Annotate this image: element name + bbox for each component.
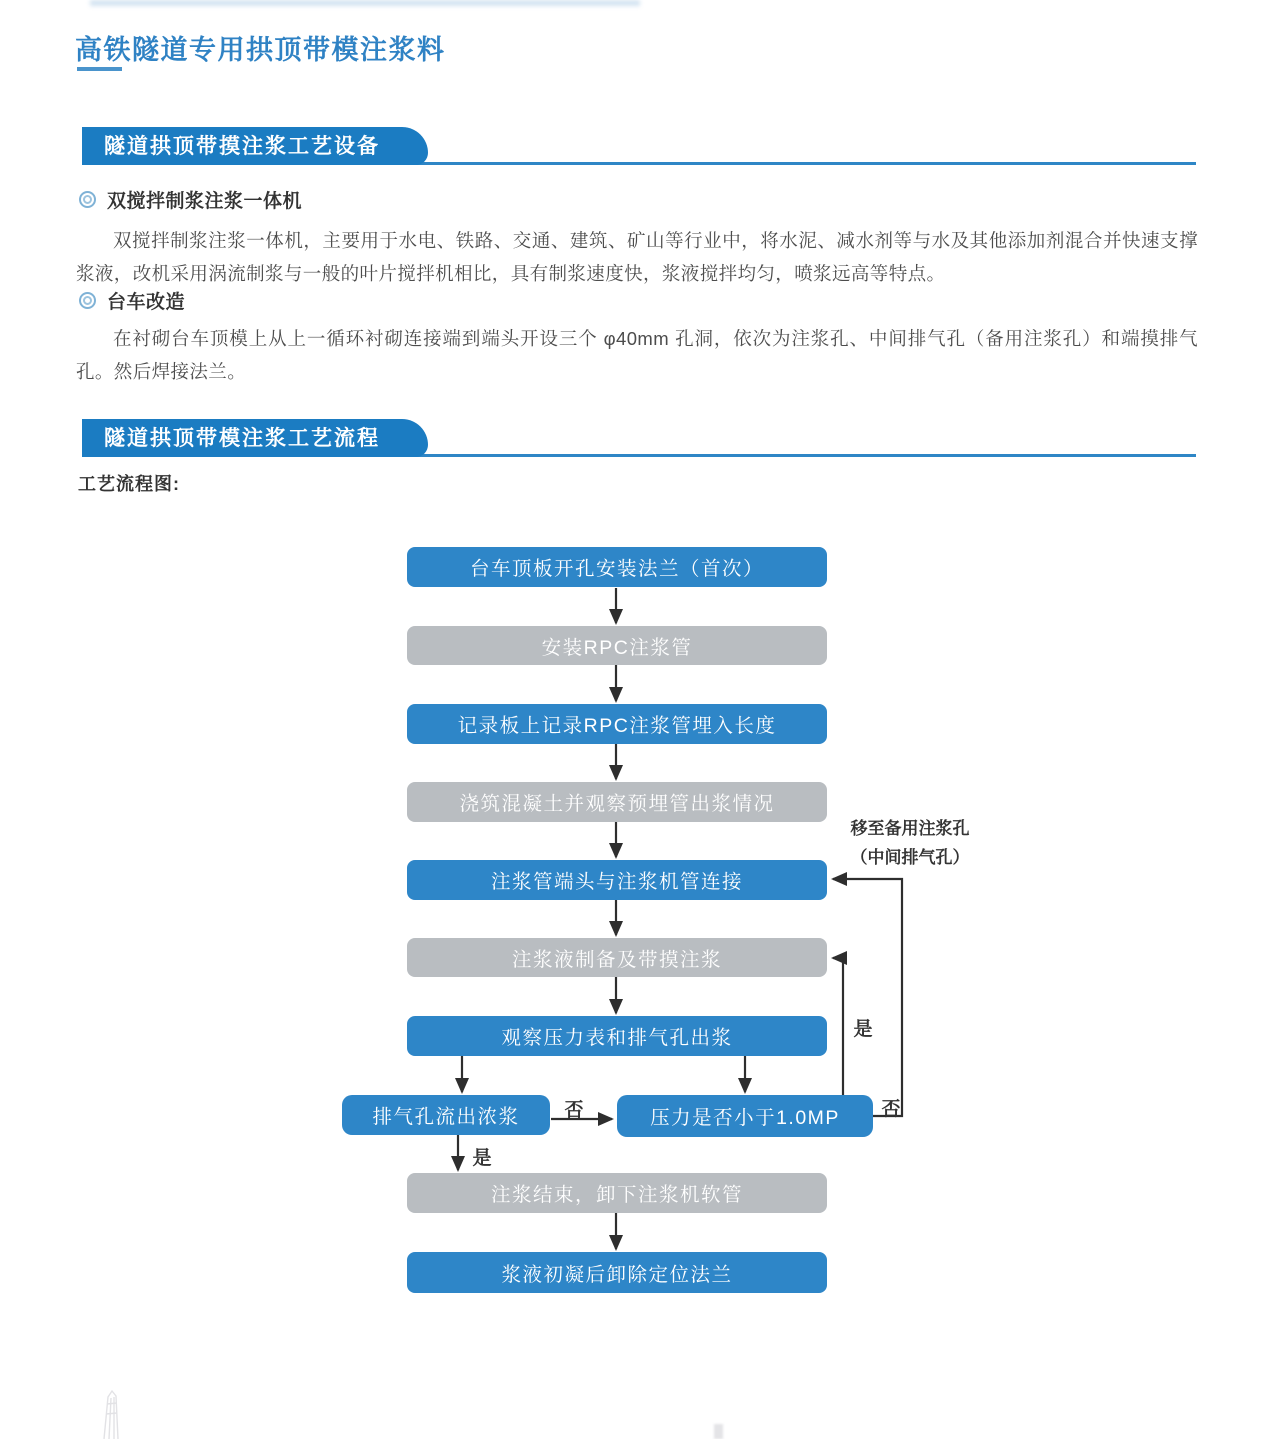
flow-node-finish-grouting: 注浆结束，卸下注浆机软管 bbox=[407, 1173, 827, 1213]
equipment-item-1 bbox=[79, 186, 302, 213]
flow-node-record-length: 记录板上记录RPC注浆管埋入长度 bbox=[407, 704, 827, 744]
ring-bullet-icon bbox=[79, 292, 96, 309]
ring-bullet-icon-inner bbox=[83, 195, 92, 204]
ring-bullet-icon bbox=[79, 191, 96, 208]
flow-node-pressure-check: 压力是否小于1.0MP bbox=[617, 1095, 873, 1137]
equipment-item-2-heading: 台车改造 bbox=[107, 292, 186, 313]
flow-node-prepare-grout: 注浆液制备及带摸注浆 bbox=[407, 938, 827, 977]
flow-node-install-rpc-pipe: 安装RPC注浆管 bbox=[407, 626, 827, 665]
building-watermark bbox=[95, 1388, 145, 1439]
flow-node-observe-gauge: 观察压力表和排气孔出浆 bbox=[407, 1016, 827, 1056]
edge-label-yes: 是 bbox=[853, 1019, 873, 1040]
equipment-item-2 bbox=[79, 287, 185, 314]
edge-label-yes: 是 bbox=[472, 1148, 492, 1169]
section-banner-equipment: 隧道拱顶带摸注浆工艺设备 bbox=[82, 127, 428, 165]
edge-label-move-line1: 移至备用注浆孔 bbox=[850, 819, 970, 838]
flowchart-caption: 工艺流程图: bbox=[78, 474, 180, 494]
flow-node-connect-pipe: 注浆管端头与注浆机管连接 bbox=[407, 860, 827, 900]
edge-label-move-to-backup-hole bbox=[830, 814, 990, 872]
page-title: 高铁隧道专用拱顶带模注浆料 bbox=[75, 35, 446, 66]
equipment-item-1-heading: 双搅拌制浆注浆一体机 bbox=[107, 191, 303, 212]
flow-node-vent-thick-grout: 排气孔流出浓浆 bbox=[342, 1095, 550, 1135]
edge-label-no: 否 bbox=[564, 1100, 584, 1121]
flow-node-install-flange: 台车顶板开孔安装法兰（首次） bbox=[407, 547, 827, 587]
section-banner-process: 隧道拱顶带模注浆工艺流程 bbox=[82, 419, 428, 457]
edge-label-move-line2: （中间排气孔） bbox=[850, 848, 970, 867]
equipment-item-1-body: 双搅拌制浆注浆一体机，主要用于水电、铁路、交通、建筑、矿山等行业中，将水泥、减水剂等与水及其他添加剂混合并快速支撑浆液，改机采用涡流制浆与一般的叶片搅拌机相比，具有制浆速度快，浆液搅拌均匀，喷浆远高等特点。 bbox=[76, 229, 1198, 284]
title-underline bbox=[77, 67, 122, 71]
scan-artifact bbox=[90, 0, 640, 6]
ring-bullet-icon-inner bbox=[83, 296, 92, 305]
flow-node-pour-concrete: 浇筑混凝土并观察预埋管出浆情况 bbox=[407, 782, 827, 822]
flow-node-remove-flange: 浆液初凝后卸除定位法兰 bbox=[407, 1252, 827, 1293]
edge-label-no: 否 bbox=[881, 1099, 901, 1120]
scan-artifact bbox=[714, 1424, 723, 1439]
equipment-item-2-body: 在衬砌台车顶模上从上一循环衬砌连接端到端头开设三个 φ40mm 孔洞，依次为注浆孔、中间排气孔（备用注浆孔）和端摸排气孔。然后焊接法兰。 bbox=[76, 327, 1198, 382]
